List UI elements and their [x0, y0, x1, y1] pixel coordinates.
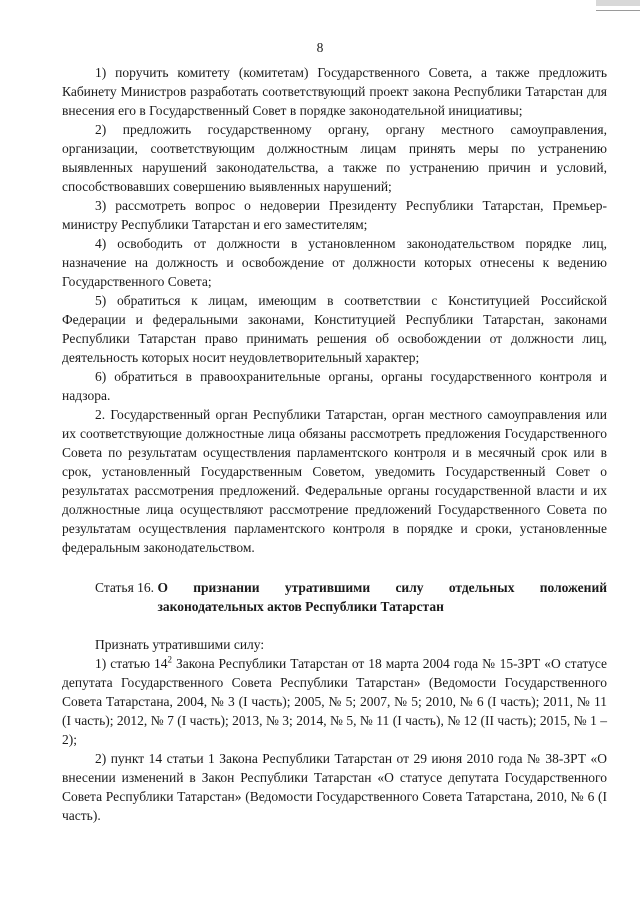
repeal-intro: Признать утратившими силу:: [95, 637, 265, 652]
article-indent: [62, 578, 95, 616]
page-number: 8: [316, 40, 324, 55]
paragraph-item-2: 2) предложить государственному органу, органу местного самоуправления, организации, соответствующим должностным лицам принять меры по устранению выявленных нарушений законодательства, а также по устранению причин и условий, способствовавших совершению выявленных нарушений;: [62, 122, 607, 194]
article-number: Статья 16.: [95, 580, 155, 595]
article-title: О признании утратившими силу отдельных положений законодательных актов Республики Татарстан: [157, 580, 607, 614]
document-body: [62, 63, 607, 825]
article-heading: [62, 578, 607, 616]
repeal-item-1: 1) статью $14^2$ Закона Республики Татарстан от 18 марта 2004 года № 15-ЗРТ «О статусе депутата Государственного Совета Республики Татарстан» (Ведомости Государственного Совета Татарстана, 2004, № 3 (I часть); 2005, № 5; 2007, № 5; 2010, № 6 (I часть); 2011, № 11 (I часть); 2012, № 7 (I часть); 2013, № 3; 2014, № 5, № 11 (I часть), № 12 (II часть); 2015, № 1 – 2);: [62, 654, 608, 747]
scan-corner-mark: [596, 0, 640, 6]
paragraph-item-3: 3) рассмотреть вопрос о недоверии Президенту Республики Татарстан, Премьер-министру Республики Татарстан и его заместителям;: [62, 198, 607, 232]
scan-corner-line: [596, 10, 640, 11]
paragraph-item-4: 4) освободить от должности в установленном законодательством порядке лиц, назначение на должность и освобождение от должности которых отнесены к ведению Государственного Совета;: [62, 236, 607, 289]
paragraph-part-2: 2. Государственный орган Республики Татарстан, орган местного самоуправления или их соответствующие должностные лица обязаны рассмотреть предложения Государственного Совета по результатам осуществления парламентского контроля и в месячный срок или в срок, установленный Государственным Советом, уведомить Государственный Совет о результатах рассмотрения предложений. Федеральные органы государственной власти и их должностные лица осуществляют рассмотрение предложений Государственного Совета по результатам осуществления парламентского контроля в порядке и сроки, установленные федеральным законодательством.: [62, 407, 607, 555]
superscript: 2: [167, 654, 173, 665]
paragraph-item-1: 1) поручить комитету (комитетам) Государственного Совета, а также предложить Кабинету Министров разработать соответствующий проект закона Республики Татарстан для внесения его в Государственный Совет в порядке законодательной инициативы;: [62, 65, 607, 118]
paragraph-item-6: 6) обратиться в правоохранительные органы, органы государственного контроля и надзора.: [62, 369, 607, 403]
paragraph-item-5: 5) обратиться к лицам, имеющим в соответствии с Конституцией Российской Федерации и федеральными законами, Конституцией Республики Татарстан, законами Республики Татарстан право принимать решения об освобождении от должности лиц, деятельность которых носит неудовлетворительный характер;: [62, 293, 607, 365]
repeal-item-2: 2) пункт 14 статьи 1 Закона Республики Татарстан от 29 июня 2010 года № 38-ЗРТ «О внесении изменений в Закон Республики Татарстан «О статусе депутата Государственного Совета Республики Татарстан» (Ведомости Государственного Совета Татарстана, 2010, № 6 (I часть).: [62, 751, 607, 823]
